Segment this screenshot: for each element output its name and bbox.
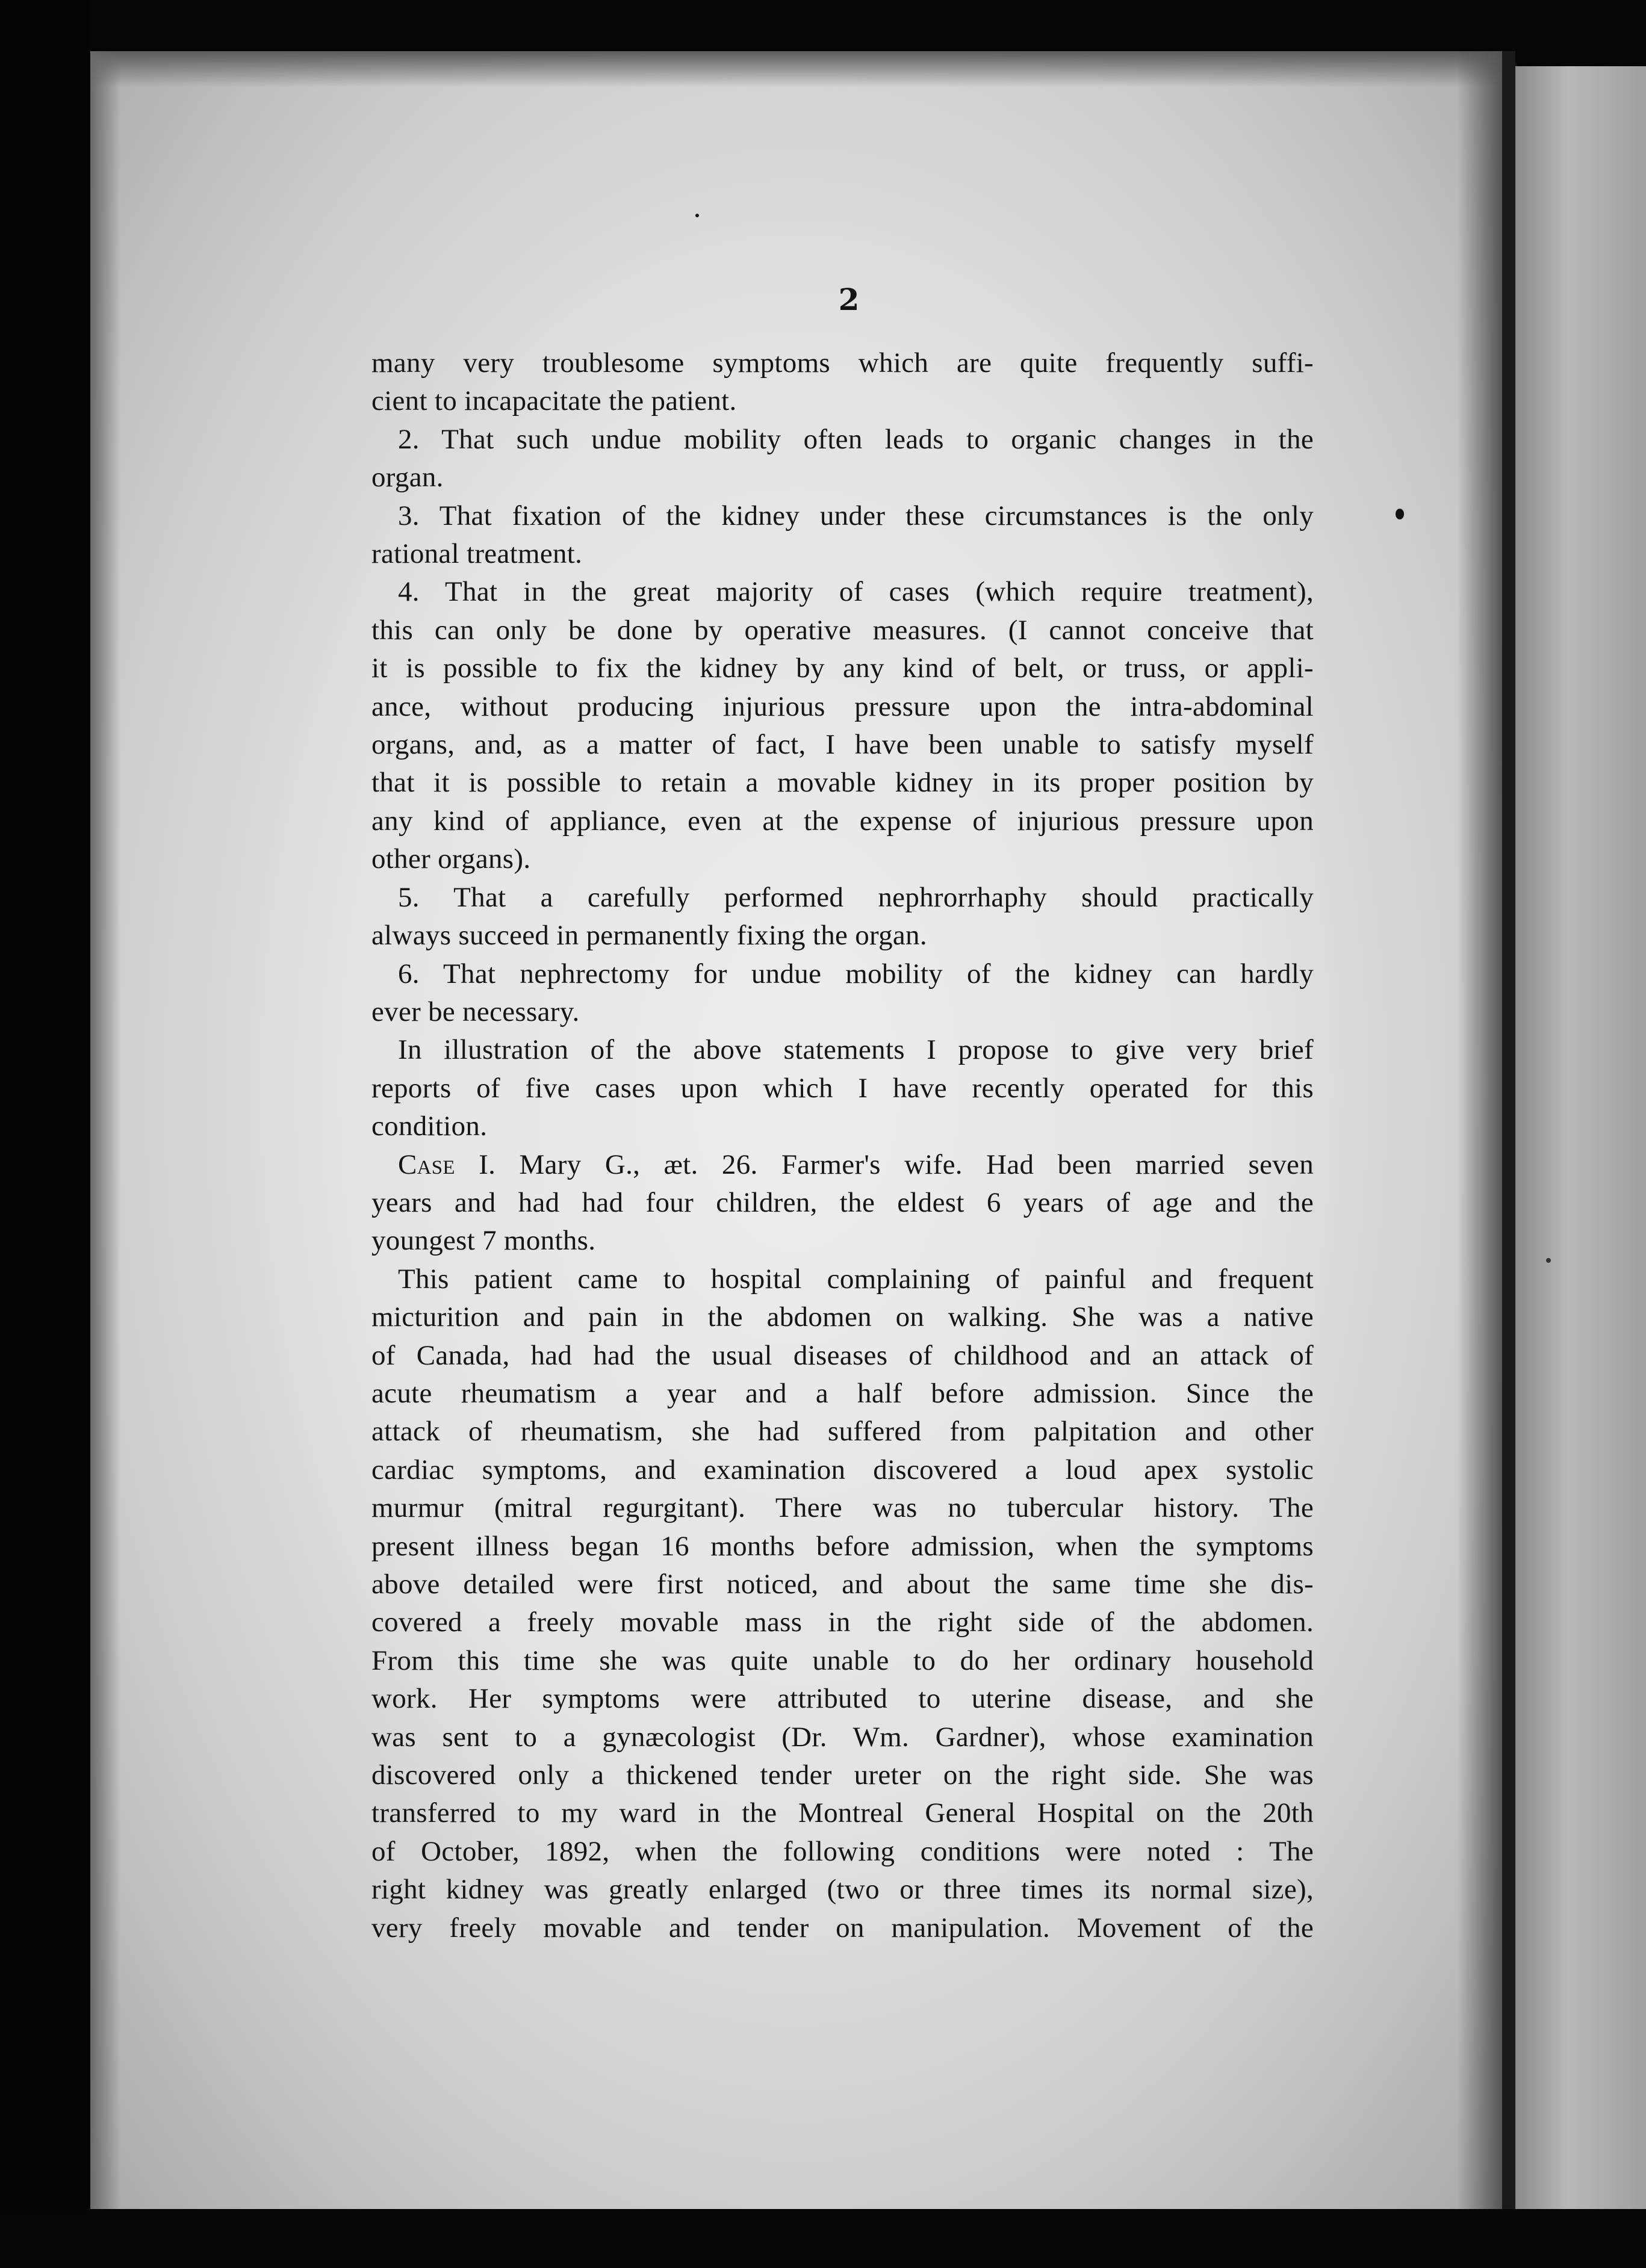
ink-speck xyxy=(695,214,699,217)
scan-border-bottom xyxy=(0,2212,1646,2268)
text-line: discovered only a thickened tender ureter on the right side. She was xyxy=(371,1759,1314,1791)
text-line: present illness began 16 months before admission, when the symptoms xyxy=(371,1530,1314,1562)
text-line: other organs). xyxy=(371,843,531,875)
text-line: very freely movable and tender on manipulation. Movement of the xyxy=(371,1912,1314,1944)
ink-speck xyxy=(1546,1258,1551,1263)
text-line: attack of rheumatism, she had suffered from palpitation and other xyxy=(371,1416,1314,1448)
text-line: above detailed were first noticed, and about the same time she dis- xyxy=(371,1569,1314,1600)
text-line: rational treatment. xyxy=(371,538,583,570)
text-line: of October, 1892, when the following conditions were noted : The xyxy=(371,1835,1314,1867)
case-label: Case I. xyxy=(398,1148,496,1180)
text-line: that it is possible to retain a movable kidney in its proper position by xyxy=(371,767,1314,799)
text-line: work. Her symptoms were attributed to uterine disease, and she xyxy=(371,1683,1314,1715)
text-line: cardiac symptoms, and examination discovered a loud apex systolic xyxy=(371,1454,1314,1486)
text-line: In illustration of the above statements I propose to give very brief xyxy=(398,1034,1314,1066)
text-line: From this time she was quite unable to do her ordinary household xyxy=(371,1644,1314,1676)
text-line: was sent to a gynæcologist (Dr. Wm. Gardner), whose examination xyxy=(371,1721,1314,1753)
text-line: micturition and pain in the abdomen on walking. She was a native xyxy=(371,1301,1314,1333)
scan-border-left xyxy=(0,0,89,2268)
page-shadow-top xyxy=(90,51,1502,87)
text-line: This patient came to hospital complaining of painful and frequent xyxy=(398,1263,1314,1295)
text-line: years and had had four children, the eldest 6 years of age and the xyxy=(371,1186,1314,1218)
case-text: Mary G., æt. 26. Farmer's wife. Had been married seven xyxy=(495,1148,1314,1180)
text-line: right kidney was greatly enlarged (two or three times its normal size), xyxy=(371,1874,1314,1906)
text-line: 3. That fixation of the kidney under these circumstances is the only xyxy=(398,500,1314,531)
text-line: reports of five cases upon which I have recently operated for this xyxy=(371,1072,1314,1104)
text-line: any kind of appliance, even at the expense of injurious pressure upon xyxy=(371,805,1314,837)
text-line: transferred to my ward in the Montreal General Hospital on the 20th xyxy=(371,1797,1314,1829)
ink-speck xyxy=(1396,509,1404,519)
text-line xyxy=(371,1146,1314,1184)
text-line: it is possible to fix the kidney by any kind of belt, or truss, or appli- xyxy=(371,652,1314,684)
page-number: 2 xyxy=(838,282,860,317)
text-line: 4. That in the great majority of cases (which require treatment), xyxy=(398,576,1314,608)
facing-page-edge xyxy=(1515,66,1646,2209)
body-text xyxy=(371,344,1314,1947)
page-shadow-right xyxy=(1457,51,1502,2209)
text-line: 6. That nephrectomy for undue mobility of the kidney can hardly xyxy=(398,958,1314,990)
text-line: acute rheumatism a year and a half before admission. Since the xyxy=(371,1377,1314,1409)
text-line: organs, and, as a matter of fact, I have been unable to satisfy myself xyxy=(371,729,1314,761)
text-line: ance, without producing injurious pressure upon the intra-abdominal xyxy=(371,690,1314,722)
text-line: covered a freely movable mass in the right side of the abdomen. xyxy=(371,1606,1314,1638)
text-line: condition. xyxy=(371,1111,488,1142)
text-line: organ. xyxy=(371,462,444,494)
text-line: many very troublesome symptoms which are quite frequently suffi- xyxy=(371,347,1314,379)
text-line: 5. That a carefully performed nephrorrhaphy should practically xyxy=(398,881,1314,913)
text-line: of Canada, had had the usual diseases of childhood and an attack of xyxy=(371,1339,1314,1371)
page-shadow-left xyxy=(90,51,120,2209)
book-gutter xyxy=(1502,51,1515,2209)
text-line: 2. That such undue mobility often leads to organic changes in the xyxy=(398,423,1314,455)
text-line: cient to incapacitate the patient. xyxy=(371,385,737,417)
text-line: ever be necessary. xyxy=(371,996,580,1027)
text-line: murmur (mitral regurgitant). There was no tubercular history. The xyxy=(371,1492,1314,1524)
text-line: this can only be done by operative measures. (I cannot conceive that xyxy=(371,614,1314,646)
scan-border-top xyxy=(0,0,1646,51)
text-line: youngest 7 months. xyxy=(371,1225,596,1257)
text-line: always succeed in permanently fixing the organ. xyxy=(371,920,927,952)
